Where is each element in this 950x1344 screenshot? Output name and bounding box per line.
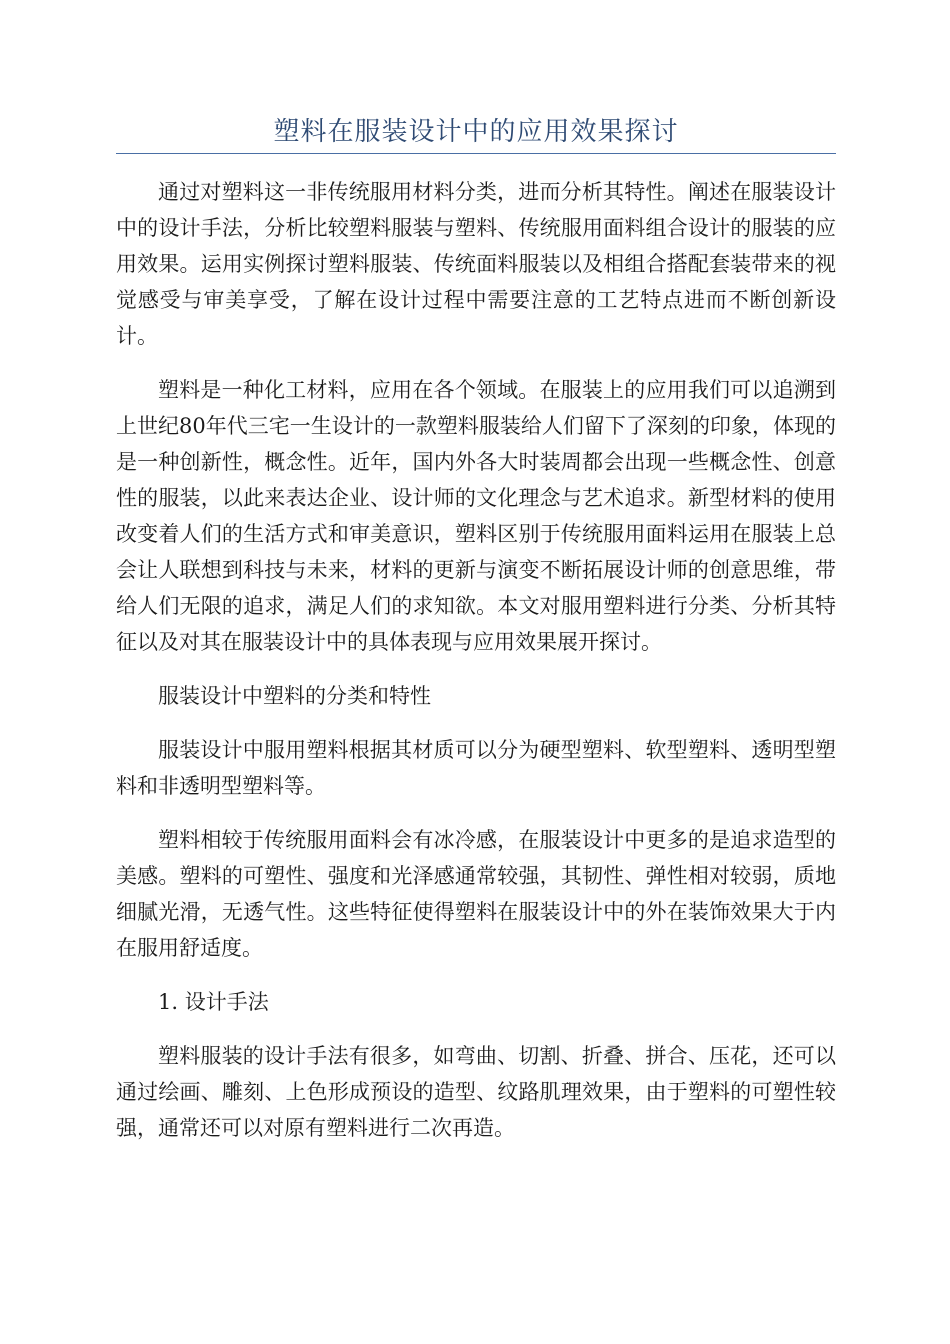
- paragraph-abstract: 通过对塑料这一非传统服用材料分类，进而分析其特性。阐述在服装设计中的设计手法，分析比较塑料服装与塑料、传统服用面料组合设计的服装的应用效果。运用实例探讨塑料服装、传统面料服装以及相组合搭配套装带来的视觉感受与审美享受，了解在设计过程中需要注意的工艺特点进而不断创新设计。: [116, 180, 836, 348]
- paragraph-classification: 服装设计中服用塑料根据其材质可以分为硬型塑料、软型塑料、透明型塑料和非透明型塑料等。: [116, 738, 836, 798]
- paragraph-design-methods: 塑料服装的设计手法有很多，如弯曲、切割、折叠、拼合、压花，还可以通过绘画、雕刻、上色形成预设的造型、纹路肌理效果，由于塑料的可塑性较强，通常还可以对原有塑料进行二次再造。: [116, 1044, 836, 1140]
- section-heading-design-methods: 1. 设计手法: [158, 990, 269, 1014]
- title-underline: [116, 153, 836, 154]
- section-heading-classification: 服装设计中塑料的分类和特性: [158, 684, 431, 708]
- paragraph-properties: 塑料相较于传统服用面料会有冰冷感，在服装设计中更多的是追求造型的美感。塑料的可塑性、强度和光泽感通常较强，其韧性、弹性相对较弱，质地细腻光滑，无透气性。这些特征使得塑料在服装设计中的外在装饰效果大于内在服用舒适度。: [116, 828, 836, 960]
- paragraph-introduction: 塑料是一种化工材料，应用在各个领域。在服装上的应用我们可以追溯到上世纪80年代三宅一生设计的一款塑料服装给人们留下了深刻的印象，体现的是一种创新性，概念性。近年，国内外各大时装周都会出现一些概念性、创意性的服装，以此来表达企业、设计师的文化理念与艺术追求。新型材料的使用改变着人们的生活方式和审美意识，塑料区别于传统服用面料运用在服装上总会让人联想到科技与未来，材料的更新与演变不断拓展设计师的创意思维，带给人们无限的追求，满足人们的求知欲。本文对服用塑料进行分类、分析其特征以及对其在服装设计中的具体表现与应用效果展开探讨。: [116, 378, 836, 654]
- document-body: [116, 174, 836, 1164]
- document-title: 塑料在服装设计中的应用效果探讨: [273, 117, 679, 147]
